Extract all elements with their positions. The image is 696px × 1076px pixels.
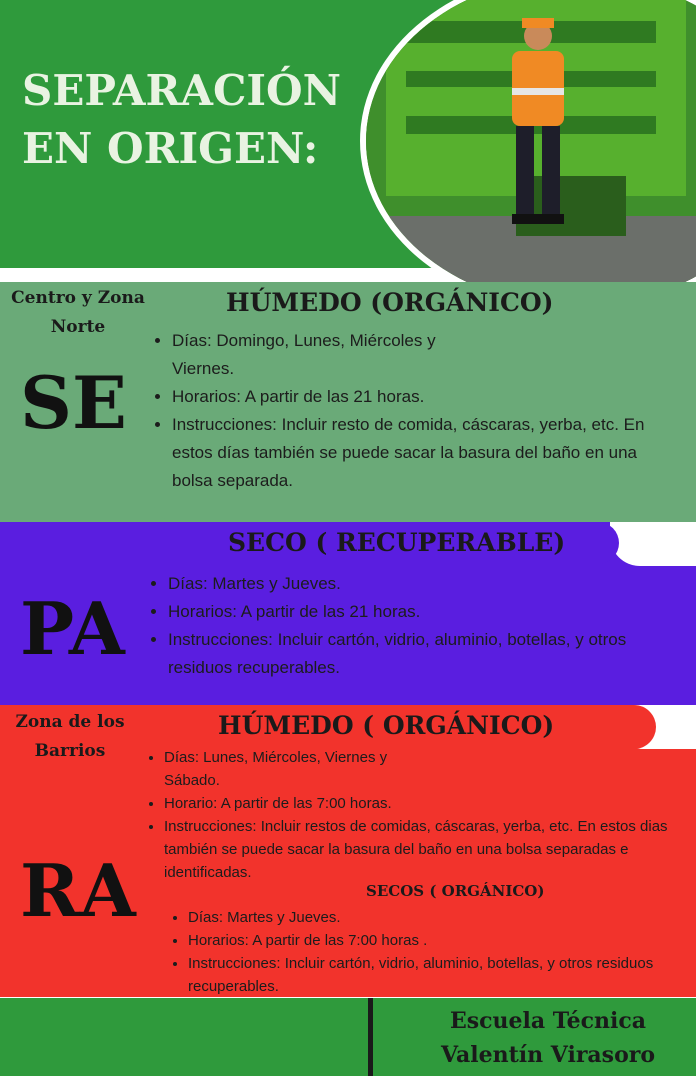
school-name-line-2: Valentín Virasoro [440,1042,656,1068]
letters-ra: RA [20,848,136,933]
section-humedo-list [150,327,678,495]
section-barrios-title: HÚMEDO ( ORGÁNICO) [218,711,555,740]
zone-centro-line-1: Centro y Zona [11,288,145,308]
footer-divider [368,998,373,1076]
title-line-1: SEPARACIÓN [22,66,341,115]
section-seco-title: SECO ( RECUPERABLE) [228,528,566,557]
section-barrios-list [142,746,690,884]
list-item-instrucciones: • Instrucciones: Incluir cartón, vidrio, aluminio, botellas, y otros residuos recuperables. [188,952,666,998]
list-item-instrucciones: • Instrucciones: Incluir restos de comidas, cáscaras, yerba, etc. En estos dias también se puede sacar la basura del baño en una bolsa separadas e identificadas. [164,815,690,884]
list-item-dias: • Días: Martes y Jueves. [188,906,666,929]
page-title [22,62,341,178]
list-item-horarios: • Horarios: A partir de las 21 horas. [172,383,678,411]
list-item-dias: • Días: Lunes, Miércoles, Viernes y Sábado. [164,746,426,792]
zone-barrios-line-1: Zona de los [15,712,125,732]
letters-se: SE [20,360,127,445]
letters-pa: PA [20,586,125,671]
list-item-dias: • Días: Martes y Jueves. [168,570,686,598]
list-item-instrucciones: • Instrucciones: Incluir cartón, vidrio, aluminio, botellas, y otros residuos recuperables. [168,626,686,682]
title-line-2: EN ORIGEN: [22,124,319,173]
school-name-line-1: Escuela Técnica [449,1008,647,1034]
section-seco-list [146,570,686,682]
section-secos-list [166,906,666,998]
section-secos-subtitle: SECOS ( ORGÁNICO) [366,882,545,900]
zone-centro-label [6,284,150,342]
section-humedo-title: HÚMEDO (ORGÁNICO) [226,288,554,317]
list-item-horario: • Horario: A partir de las 7:00 horas. [164,792,690,815]
zone-barrios-line-2: Barrios [34,741,106,761]
zone-barrios-label [4,708,136,766]
section-seco-corner [610,522,696,566]
list-item-horarios: • Horarios: A partir de las 7:00 horas . [188,929,666,952]
list-item-horarios: • Horarios: A partir de las 21 horas. [168,598,686,626]
school-name [400,1004,696,1072]
list-item-dias: • Días: Domingo, Lunes, Miércoles y Viernes. [172,327,472,383]
list-item-instrucciones: • Instrucciones: Incluir resto de comida, cáscaras, yerba, etc. En estos días también se puede sacar la basura del baño en una bolsa separada. [172,411,678,495]
zone-centro-line-2: Norte [50,317,106,337]
